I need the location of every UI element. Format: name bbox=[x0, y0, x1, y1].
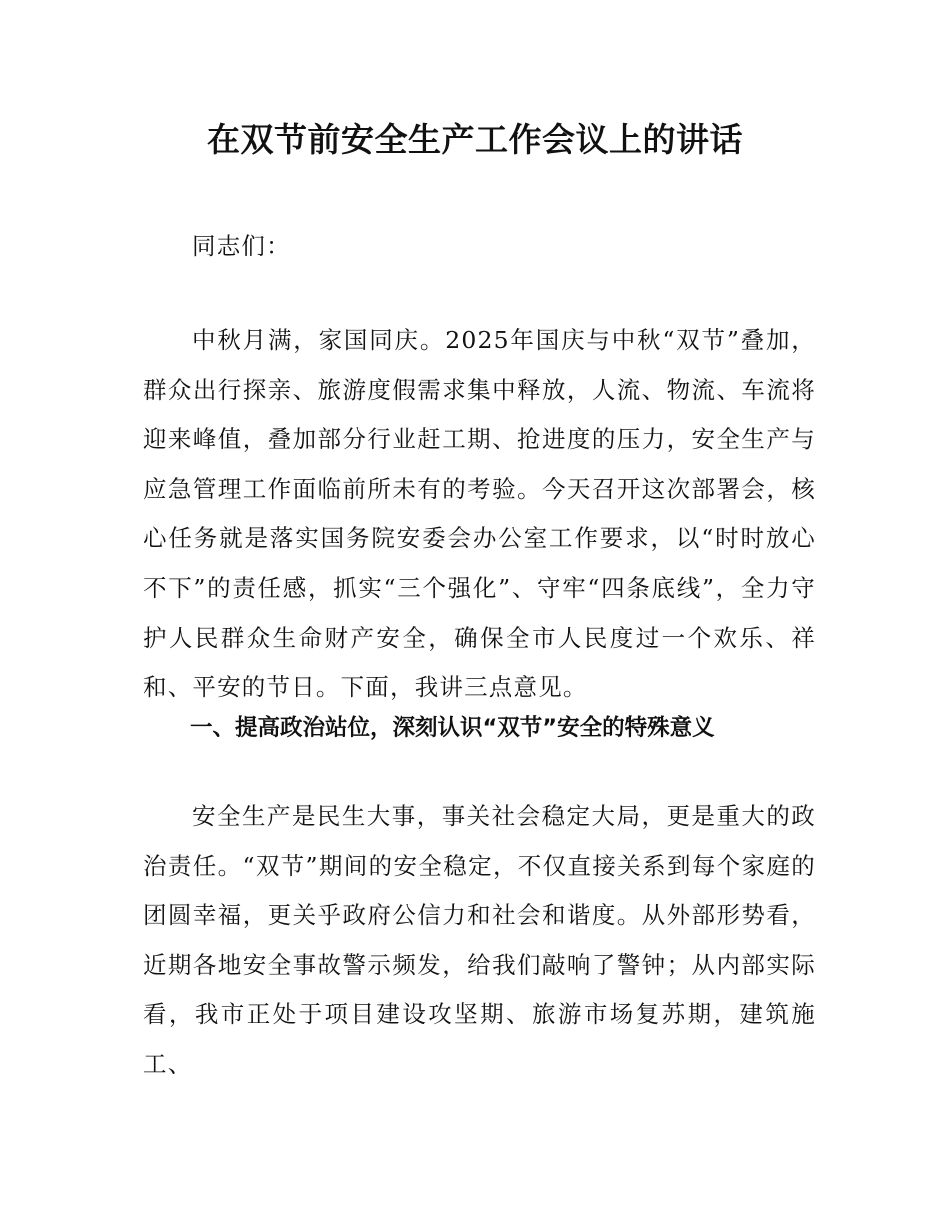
document-title: 在双节前安全生产工作会议上的讲话 bbox=[207, 120, 743, 159]
paragraph-intro: 中秋月满，家国同庆。2025年国庆与中秋“双节”叠加，群众出行探亲、旅游度假需求集中释放，人流、物流、车流将迎来峰值，叠加部分行业赶工期、抢进度的压力，安全生产与应急管理工作面临前所未有的考验。今天召开这次部署会，核心任务就是落实国务院安委会办公室工作要求，以“时时放心不下”的责任感，抓实“三个强化”、守牢“四条底线”，全力守护人民群众生命财产安全，确保全市人民度过一个欢乐、祥和、平安的节日。下面，我讲三点意见。 bbox=[143, 326, 816, 702]
paragraph-section-1: 安全生产是民生大事，事关社会稳定大局，更是重大的政治责任。“双节”期间的安全稳定，不仅直接关系到每个家庭的团圆幸福，更关乎政府公信力和社会和谐度。从外部形势看，近期各地安全事故警示频发，给我们敲响了警钟；从内部实际看，我市正处于项目建设攻坚期、旅游市场复苏期，建筑施工、 bbox=[143, 802, 816, 1078]
section-heading-1: 一、提高政治站位，深刻认识“双节”安全的特殊意义 bbox=[190, 715, 715, 741]
salutation: 同志们： bbox=[192, 232, 291, 260]
